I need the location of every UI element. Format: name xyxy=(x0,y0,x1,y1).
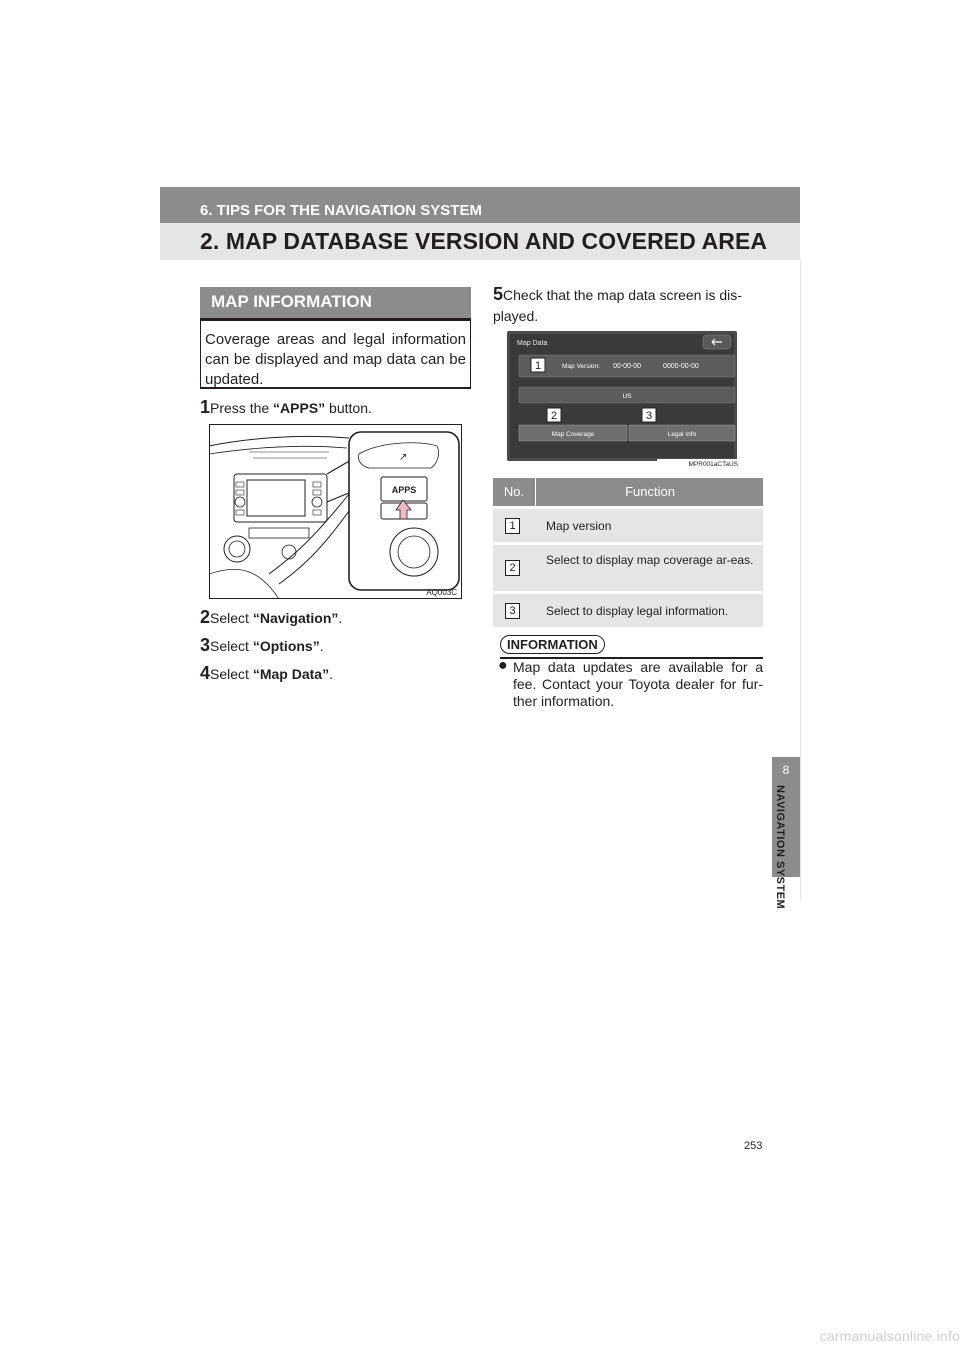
svg-text:1: 1 xyxy=(534,360,542,372)
row-function: Select to display map coverage ar-eas. xyxy=(546,553,754,567)
screen-title: Map Data xyxy=(517,340,548,347)
step-number: 5 xyxy=(493,284,504,304)
row-number: 2 xyxy=(505,560,520,576)
step-text-pre: Select xyxy=(210,638,253,654)
step-1 xyxy=(200,397,372,418)
step-text-post: . xyxy=(338,610,343,626)
map-coverage-label: Map Coverage xyxy=(551,431,595,438)
svg-text:3: 3 xyxy=(645,410,653,422)
header-function: Function xyxy=(535,478,764,506)
legal-info-label: Legal Info xyxy=(667,431,697,438)
header-no: No. xyxy=(503,484,525,499)
row-function: Map version xyxy=(546,519,612,533)
region-label: US xyxy=(622,393,632,400)
row-number: 3 xyxy=(505,603,520,619)
step-text-pre: Press the xyxy=(210,400,274,416)
page-number: 253 xyxy=(744,1140,763,1152)
step-5 xyxy=(493,284,763,327)
step-number: 4 xyxy=(200,663,211,683)
step-2 xyxy=(200,607,342,628)
step-text-post: button. xyxy=(325,400,372,416)
table-row xyxy=(493,591,763,627)
information-text: Map data updates are available for a fee. Contact your Toyota dealer for fur-ther information. xyxy=(513,659,763,709)
map-information-heading-text: MAP INFORMATION xyxy=(211,292,372,311)
section-title: 6. TIPS FOR THE NAVIGATION SYSTEM xyxy=(200,202,482,219)
step-4 xyxy=(200,663,333,684)
step-keyword: “Navigation” xyxy=(252,610,339,626)
step-text-post: . xyxy=(319,638,324,654)
step-text-pre: Select xyxy=(210,610,253,626)
screen-figure-code: MPR001aCTaUS xyxy=(688,461,738,468)
table-row xyxy=(493,542,763,591)
console-illustration xyxy=(209,424,462,599)
map-version-label: Map Version: xyxy=(562,363,600,370)
step-keyword: “Options” xyxy=(252,638,320,654)
step-text-post: . xyxy=(329,666,333,682)
map-information-text: Coverage areas and legal information can be displayed and map data can be updated. xyxy=(205,331,466,388)
step-number: 3 xyxy=(200,635,211,655)
step-number: 1 xyxy=(200,397,211,417)
row-number: 1 xyxy=(505,518,520,534)
watermark-text: carmanualsonline.info xyxy=(819,1328,960,1344)
table-row xyxy=(493,506,763,542)
map-version-value: 00-00-00 xyxy=(613,363,642,370)
step-3 xyxy=(200,635,324,656)
apps-button-label: APPS xyxy=(391,485,417,495)
watermark xyxy=(0,1328,960,1346)
side-divider xyxy=(800,260,801,900)
step-text-pre: Select xyxy=(210,666,253,682)
svg-text:2: 2 xyxy=(550,410,558,422)
svg-text:↗: ↗ xyxy=(399,452,408,463)
function-table xyxy=(493,478,763,627)
chapter-tab-label: NAVIGATION SYSTEM xyxy=(774,785,786,910)
figure-code: AQ003C xyxy=(426,588,457,597)
map-information-heading xyxy=(200,287,471,321)
chapter-title: 2. MAP DATABASE VERSION AND COVERED AREA xyxy=(200,228,768,254)
step-text: Check that the map data screen is dis-played. xyxy=(493,287,742,324)
map-data-screen xyxy=(507,331,740,469)
chapter-tab-number: 8 xyxy=(782,763,790,777)
information-label: INFORMATION xyxy=(500,635,605,654)
map-date-value: 0000-00-00 xyxy=(663,363,699,370)
row-function: Select to display legal information. xyxy=(546,604,729,618)
step-keyword: “APPS” xyxy=(273,400,326,416)
bullet-icon: ● xyxy=(498,657,508,674)
step-keyword: “Map Data” xyxy=(252,666,330,682)
step-number: 2 xyxy=(200,607,211,627)
table-header xyxy=(493,478,763,506)
